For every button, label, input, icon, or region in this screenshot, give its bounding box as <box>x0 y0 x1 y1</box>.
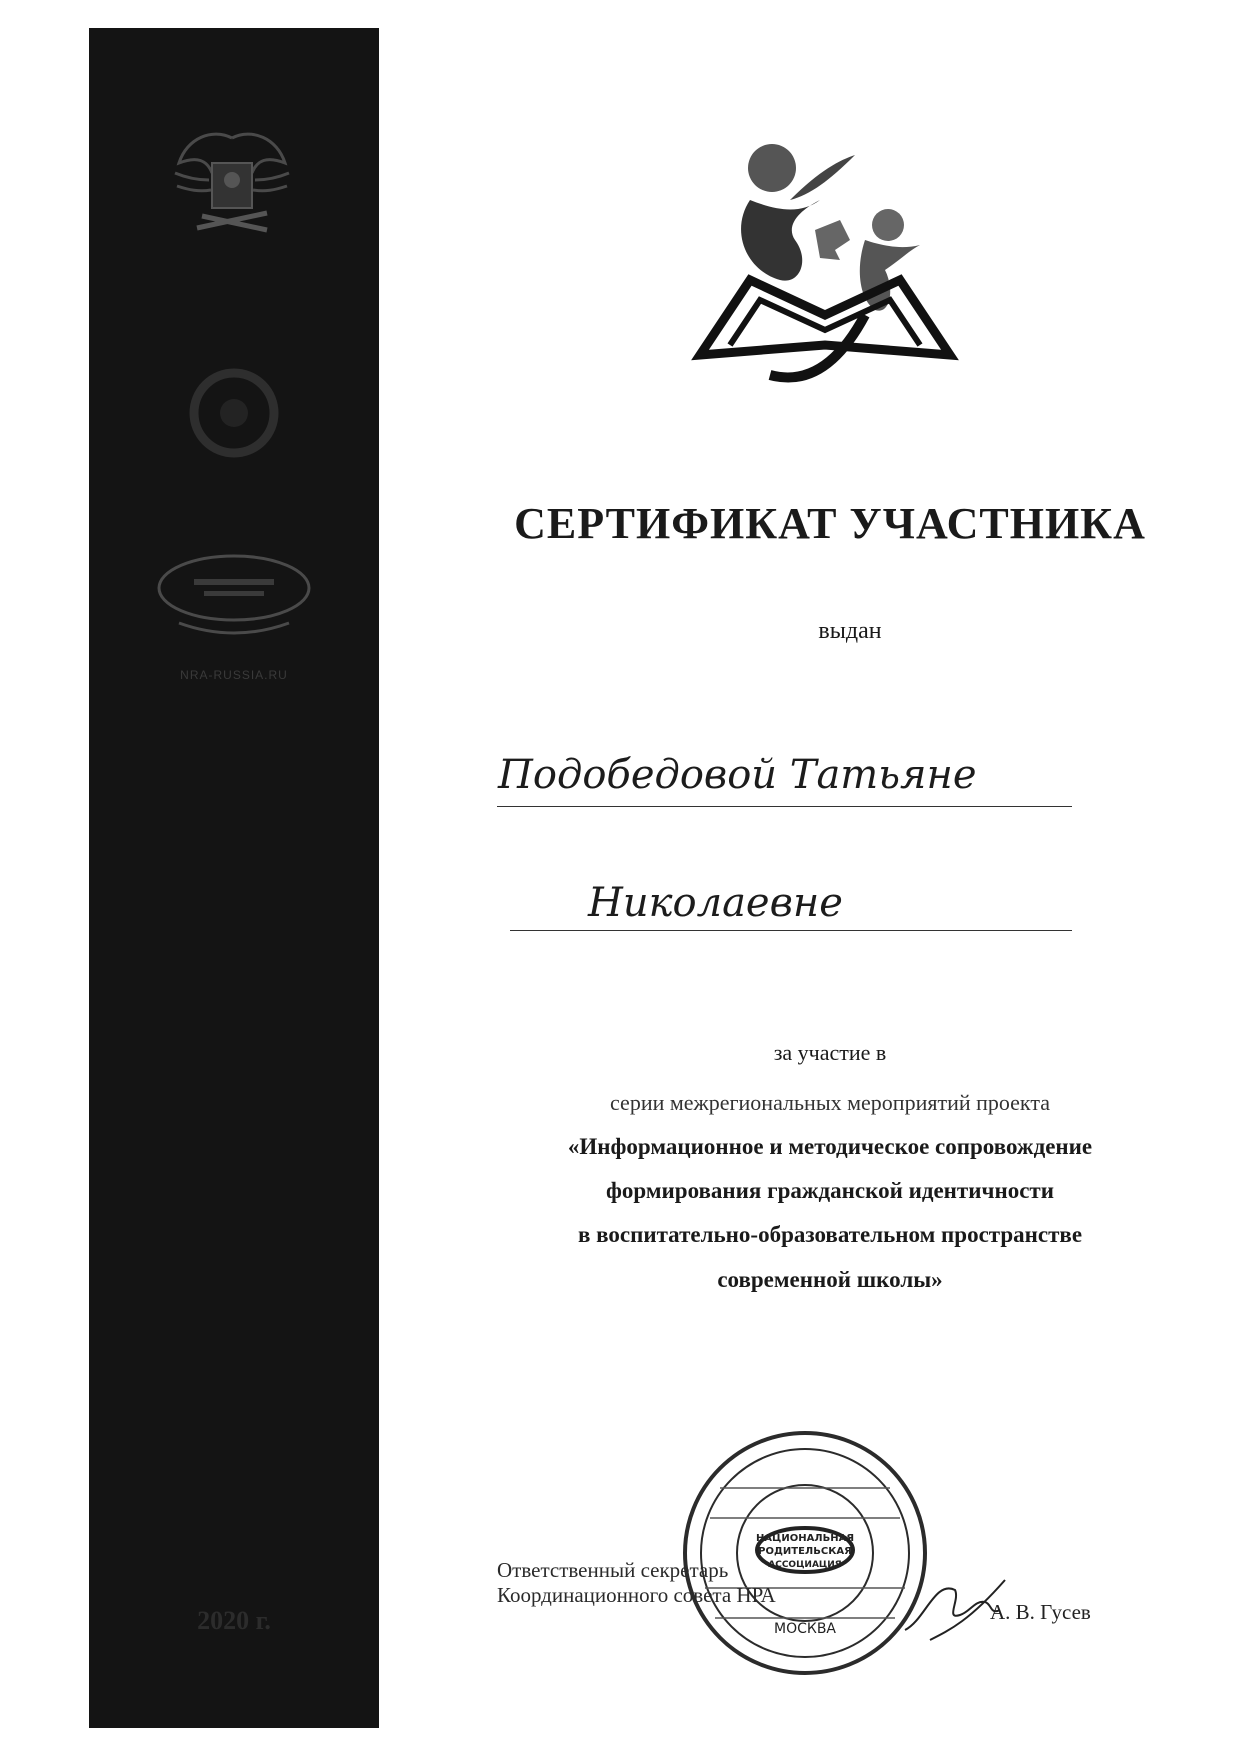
project-line-4: современной школы» <box>717 1267 943 1292</box>
nra-oval-logo-icon <box>149 533 319 643</box>
eagle-emblem-icon <box>167 118 297 248</box>
year-label: 2020 г. <box>197 1606 271 1635</box>
organization-stamp <box>680 1428 930 1678</box>
swirl-logo-icon <box>184 363 284 463</box>
underline-2 <box>510 930 1072 931</box>
issued-to-label: выдан <box>818 618 882 644</box>
signatory-role-line1: Ответственный секретарь <box>497 1558 729 1582</box>
stamp-center-2: РОДИТЕЛЬСКАЯ <box>758 1546 852 1557</box>
children-book-logo-icon <box>690 140 960 400</box>
recipient-name-line2: Николаевне <box>588 880 843 926</box>
participation-label: за участие в <box>773 1040 887 1065</box>
underline-1 <box>497 806 1072 807</box>
signatory-name: А. В. Гусев <box>990 1600 1091 1624</box>
recipient-name-line1: Подобедовой Татьяне <box>498 752 977 798</box>
site-caption: NRA-RUSSIA.RU <box>180 668 288 682</box>
stamp-city: МОСКВА <box>774 1621 836 1637</box>
signatory-role <box>497 1558 776 1608</box>
signatory-role-line2: Координационного совета НРА <box>497 1583 776 1607</box>
stamp-center-1: НАЦИОНАЛЬНАЯ <box>755 1533 855 1544</box>
stamp-center-3: АССОЦИАЦИЯ <box>768 1560 842 1570</box>
faint-caption-1 <box>89 268 379 282</box>
project-line-2: формирования гражданской идентичности <box>606 1178 1054 1203</box>
project-line-1: «Информационное и методическое сопровождение <box>567 1134 1093 1159</box>
series-text: серии межрегиональных мероприятий проекта <box>610 1090 1050 1115</box>
certificate-title: СЕРТИФИКАТ УЧАСТНИКА <box>514 499 1146 548</box>
dark-side-band <box>89 28 379 1728</box>
project-line-3: в воспитательно-образовательном пространстве <box>577 1222 1083 1247</box>
